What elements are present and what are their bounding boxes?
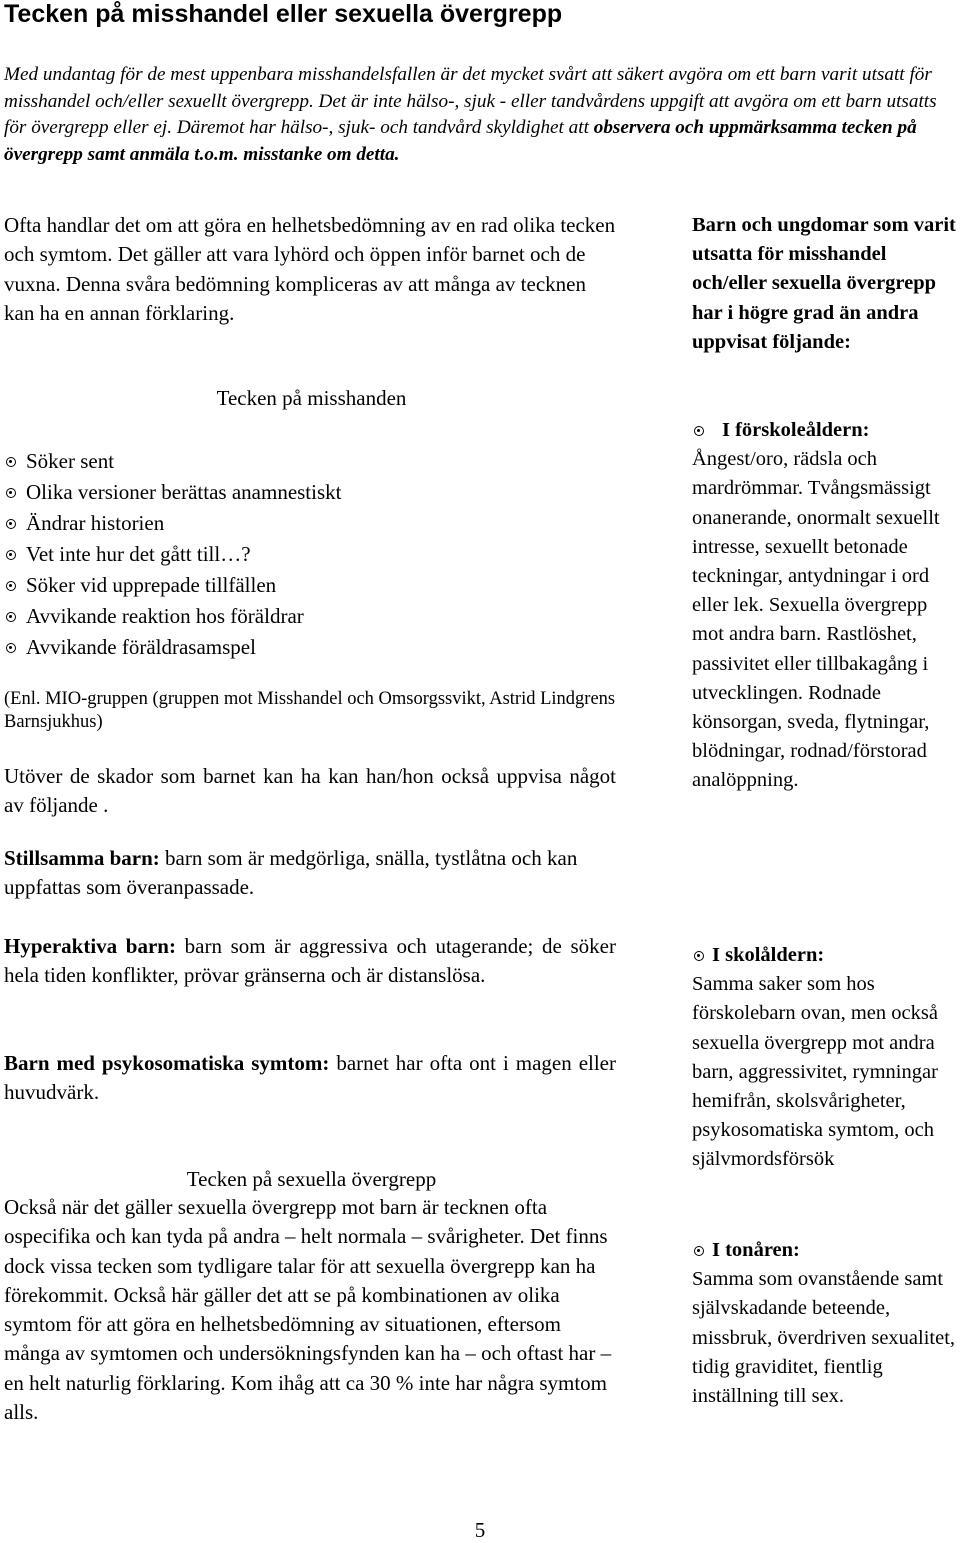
bullet-icon bbox=[6, 612, 16, 622]
psychosomatic-label: Barn med psykosomatiska symtom: bbox=[4, 1051, 330, 1075]
page-number: 5 bbox=[474, 1518, 486, 1542]
intro-paragraph bbox=[4, 62, 954, 168]
section-heading-sexual: Tecken på sexuella övergrepp bbox=[186, 1167, 437, 1191]
sexual-abuse-paragraph: Också när det gäller sexuella övergrepp mot barn är tecknen ofta ospecifika och kan tyda på andra – helt normala – svårigheter. Det finns dock vissa tecken som tydligare talar för att sexuella övergrepp kan ha förekommit. Också här gäller det att se på kombinationen av olika symtom för att göra en helhetsbedömning av situationen, eftersom många av symtomen och undersökningsfynden kan ha – och oftast har – en helt naturlig förklaring. Kom ihåg att ca 30 % inte har några symtom alls. bbox=[4, 1195, 612, 1425]
right-column-heading: Barn och ungdomar som varit utsatta för misshandel och/eller sexuella övergrepp har i högre grad än andra uppvisat följande: bbox=[692, 214, 956, 353]
list-item: Olika versioner berättas anamnestiskt bbox=[4, 477, 619, 508]
list-item: Ändrar historien bbox=[4, 508, 619, 539]
signs-list bbox=[4, 446, 619, 663]
bullet-icon bbox=[694, 1246, 704, 1256]
group-text: Ångest/oro, rädsla och mardrömmar. Tvångsmässigt onanerande, onormalt sexuellt intresse, sexuellt betonade teckningar, antydningar i ord eller lek. Sexuella övergrepp mot andra barn. Rastlöshet, passivitet eller tillbakagång i utvecklingen. Rodnade könsorgan, sveda, flytningar, blödningar, rodnad/förstorad analöppning. bbox=[692, 448, 940, 792]
symptoms-intro: Utöver de skador som barnet kan ha kan han/hon också uppvisa något av följande . bbox=[4, 764, 616, 818]
bullet-icon bbox=[6, 519, 16, 529]
list-item: Avvikande reaktion hos föräldrar bbox=[4, 601, 619, 632]
school-age-group bbox=[692, 941, 960, 1175]
group-label: I förskoleåldern: bbox=[692, 416, 957, 445]
preschool-group bbox=[692, 416, 957, 796]
bullet-icon bbox=[6, 643, 16, 653]
quiet-children-paragraph: Stillsamma barn: barn som är medgörliga, snälla, tystlåtna och kan uppfattas som överanpassade. bbox=[4, 846, 578, 900]
hyperactive-children-paragraph: Hyperaktiva barn: barn som är aggressiva och utagerande; de söker hela tiden konflikter, prövar gränserna och är distanslösa. bbox=[4, 934, 616, 988]
hyperactive-children-label: Hyperaktiva barn: bbox=[4, 934, 176, 958]
group-label: I tonåren: bbox=[692, 1236, 957, 1265]
bullet-icon bbox=[694, 951, 704, 961]
intro-emphasis: observera och uppmärksamma tecken på övergrepp samt anmäla t.o.m. misstanke om detta. bbox=[4, 117, 917, 165]
psychosomatic-paragraph: Barn med psykosomatiska symtom: barnet har ofta ont i magen eller huvudvärk. bbox=[4, 1051, 616, 1105]
quiet-children-label: Stillsamma barn: bbox=[4, 846, 160, 870]
intro-body-paragraph: Ofta handlar det om att göra en helhetsbedömning av en rad olika tecken och symtom. Det gäller att vara lyhörd och öppen inför barnet och de vuxna. Denna svåra bedömning kompliceras av att många av tecknen kan ha en annan förklaring. bbox=[4, 213, 616, 325]
bullet-icon bbox=[6, 457, 16, 467]
list-item: Vet inte hur det gått till…? bbox=[4, 539, 619, 570]
bullet-icon bbox=[6, 550, 16, 560]
list-item: Söker sent bbox=[4, 446, 619, 477]
source-note: (Enl. MIO-gruppen (gruppen mot Misshandel och Omsorgssvikt, Astrid Lindgrens Barnsjukhus) bbox=[4, 689, 616, 732]
bullet-icon bbox=[694, 426, 704, 436]
group-text: Samma som ovanstående samt självskadande beteende, missbruk, överdriven sexualitet, tidig graviditet, fientlig inställning till sex. bbox=[692, 1268, 956, 1408]
list-item: Avvikande föräldrasamspel bbox=[4, 632, 619, 663]
bullet-icon bbox=[6, 581, 16, 591]
intro-text: Med undantag för de mest uppenbara misshandelsfallen är det mycket svårt att säkert avgöra om ett barn varit utsatt för misshandel och/eller sexuellt övergrepp. Det är inte hälso-, sjuk - eller tandvårdens uppgift att avgöra om ett barn utsatts för övergrepp eller ej. Däremot har hälso-, sjuk- och tandvård skyldighet att bbox=[4, 64, 937, 138]
group-text: Samma saker som hos förskolebarn ovan, men också sexuella övergrepp mot andra barn, aggressivitet, rymningar hemifrån, skolsvårigheter, psykosomatiska symtom, och självmordsförsök bbox=[692, 973, 938, 1171]
group-label: I skolåldern: bbox=[692, 941, 960, 970]
teen-group bbox=[692, 1236, 957, 1411]
bullet-icon bbox=[6, 488, 16, 498]
page-title: Tecken på misshandel eller sexuella övergrepp bbox=[4, 0, 563, 28]
section-heading-misshandel: Tecken på misshanden bbox=[216, 386, 407, 410]
list-item: Söker vid upprepade tillfällen bbox=[4, 570, 619, 601]
